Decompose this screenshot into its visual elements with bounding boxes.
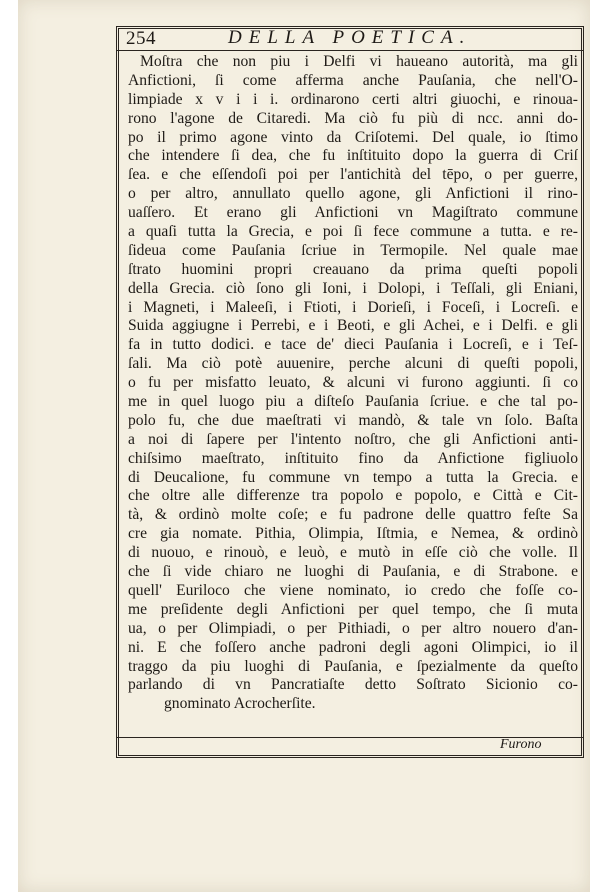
text-line: o per altro, annullato quello agone, gli Anfictioni il rino- [128, 185, 578, 203]
text-line: me in quel luogo piu a diſteſo Pauſania ſcriue. e che tal po- [128, 393, 578, 411]
text-line: ſtrato huomini propri creauano da prima queſti popoli [128, 260, 578, 278]
text-line: di Deucalione, fu commune vn tempo a tutta la Grecia. e [128, 468, 578, 486]
text-line: o fu per misfatto leuato, & alcuni vi furono aggiunti. ſi co [128, 374, 578, 392]
header-rule [116, 50, 584, 51]
text-line: po il primo agone vinto da Criſotemi. Del quale, io ſtimo [128, 128, 578, 146]
text-line: limpiade x v i i i. ordinarono certi altri giuochi, e rinoua- [128, 90, 578, 108]
text-line: cre gia nomate. Pithia, Olimpia, Iſtmia, e Nemea, & ordinò [128, 525, 578, 543]
text-line: di nuouo, e rinouò, e leuò, e mutò in eſſe ciò che volle. Il [128, 544, 578, 562]
text-line: quell' Euriloco che viene nominato, io credo che foſſe co- [128, 581, 578, 599]
text-line: gnominato Acrocherſite. [164, 695, 316, 713]
text-line: della Grecia. ciò ſono gli Ioni, i Dolopi, i Teſſali, gli Eniani, [128, 279, 578, 297]
page-number: 254 [126, 28, 156, 49]
text-line: polo fu, che due maeſtrati vi mandò, & tale vn ſolo. Baſta [128, 411, 578, 429]
text-line: parlando di vn Pancratiaſte detto Soſtrato Sicionio co- [128, 676, 578, 694]
text-line: che oltre alle differenze tra popolo e popolo, e Città e Cit- [128, 487, 578, 505]
text-line: che ſi vide chiaro ne luoghi di Pauſania, e di Strabone. e [128, 563, 578, 581]
body-text [128, 53, 578, 714]
text-line: Moſtra che non piu i Delfi vi haueano autorità, ma gli [140, 53, 578, 70]
text-line: me preſidente degli Anfictioni per quel tempo, che ſi muta [128, 600, 578, 618]
text-line: ſideua come Pauſania ſcriue in Termopile. Nel quale mae [128, 241, 578, 259]
text-line: uaſſero. Et erano gli Anfictioni vn Magiſtrato commune [128, 204, 578, 222]
text-line: traggo da piu luoghi di Pauſania, e ſpezialmente da queſto [128, 657, 578, 675]
text-line: ſali. Ma ciò potè auuenire, perche alcuni di queſti popoli, [128, 355, 578, 373]
text-line: ni. E che foſſero anche padroni degli agoni Olimpici, io il [128, 638, 578, 656]
text-line: ſea. e che eſſendoſi poi per l'antichità del tēpo, o per guerre, [128, 166, 578, 184]
catchword: Furono [500, 737, 542, 752]
text-line: che intendere ſi dea, che fu inſtituito dopo la guerra di Criſ [128, 147, 578, 165]
text-line: ua, o per Olimpiadi, o per Pithiadi, o per altro nouero d'an- [128, 619, 578, 637]
text-line: tà, & ordinò molte coſe; e fu padrone delle quattro feſte Sa [128, 506, 578, 524]
text-line: rono l'agone de Citaredi. Ma ciò fu più di ncc. anni do- [128, 109, 578, 127]
text-line: a noi di ſapere per l'intento noſtro, che gli Anfictioni anti- [128, 430, 578, 448]
text-line: Suida aggiugne i Perrebi, e i Beoti, e gli Achei, e i Delfi. e gli [128, 317, 578, 335]
text-line: i Magneti, i Maleeſi, i Ftioti, i Dorieſi, i Foceſi, i Locreſi. e [128, 298, 578, 316]
text-line: a quaſi tutta la Grecia, e poi ſi fece commune a tutta. e re- [128, 223, 578, 241]
text-line: Anfictioni, ſi come afferma anche Pauſania, che nell'O- [128, 71, 578, 89]
text-line: fa in tutto dodici. e tace de' dieci Pauſania i Locreſi, e i Teſ- [128, 336, 578, 354]
text-line: chiſsimo maeſtrato, inſtituito fino da Anfictione figliuolo [128, 449, 578, 467]
running-head: DELLA POETICA. [228, 27, 472, 48]
